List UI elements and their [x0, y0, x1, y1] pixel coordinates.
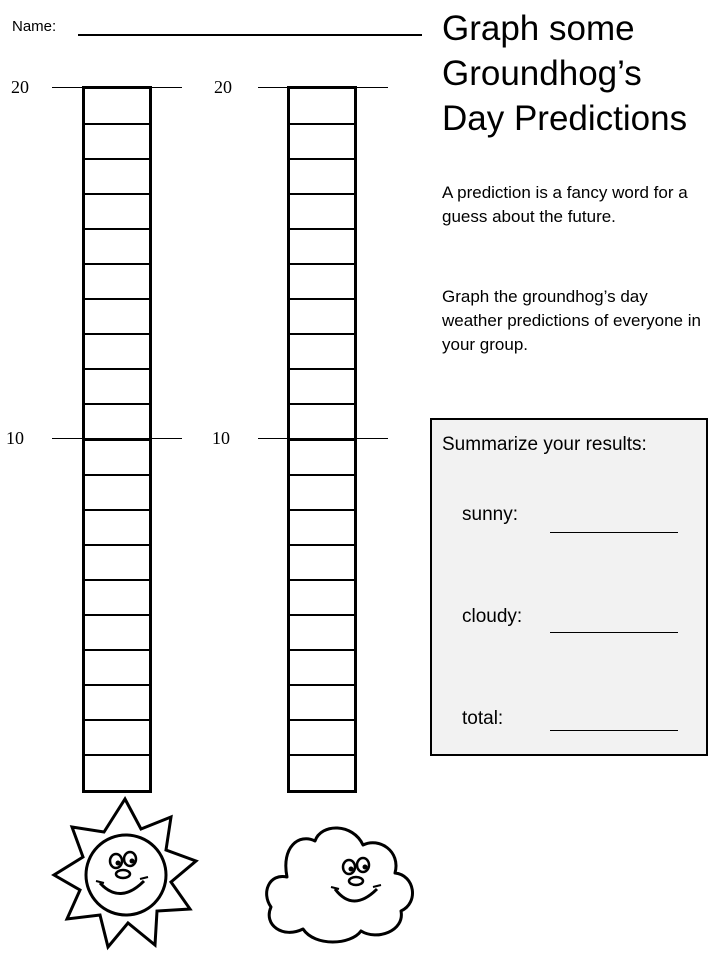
cloud-icon — [255, 815, 425, 950]
tally-cell[interactable] — [85, 544, 149, 546]
tally-cell[interactable] — [290, 228, 354, 230]
instruction-definition: A prediction is a fancy word for a guess about the future. — [442, 183, 688, 226]
tally-column-cloudy[interactable] — [287, 86, 357, 793]
tally-cell[interactable] — [290, 544, 354, 546]
tally-column-sunny[interactable] — [82, 86, 152, 793]
tally-cell[interactable] — [85, 123, 149, 125]
summary-field-cloudy[interactable] — [550, 632, 678, 633]
summary-box — [430, 418, 708, 756]
tally-cell[interactable] — [290, 193, 354, 195]
summary-field-total[interactable] — [550, 730, 678, 731]
tally-cell[interactable] — [290, 158, 354, 160]
sun-icon — [50, 795, 200, 955]
tally-cell[interactable] — [290, 333, 354, 335]
tally-cell[interactable] — [290, 684, 354, 686]
tick-label-10: 10 — [6, 428, 24, 448]
tally-cell[interactable] — [85, 193, 149, 195]
tally-cell[interactable] — [290, 614, 354, 616]
tally-cell[interactable] — [85, 158, 149, 160]
tally-cell[interactable] — [85, 509, 149, 511]
tally-cell[interactable] — [85, 403, 149, 405]
tick-label-20: 20 — [214, 77, 232, 97]
instruction-task: Graph the groundhog’s day weather predictions of everyone in your group. — [442, 287, 701, 354]
tally-cell[interactable] — [290, 123, 354, 125]
page-title — [442, 6, 712, 141]
name-label: Name: — [12, 18, 57, 35]
tally-cell[interactable] — [85, 263, 149, 265]
tally-cell[interactable] — [85, 684, 149, 686]
tally-cell[interactable] — [85, 614, 149, 616]
summary-field-sunny[interactable] — [550, 532, 678, 533]
tally-cell[interactable] — [290, 579, 354, 581]
tick-label-10: 10 — [212, 428, 230, 448]
tally-cell[interactable] — [290, 439, 354, 441]
tally-cell[interactable] — [85, 228, 149, 230]
title-line-2: Groundhog’s — [442, 54, 642, 93]
tally-cell[interactable] — [290, 509, 354, 511]
tally-cell[interactable] — [85, 439, 149, 441]
tally-cell[interactable] — [290, 403, 354, 405]
summary-label-total: total: — [462, 708, 504, 729]
tally-cell[interactable] — [290, 298, 354, 300]
tally-cell[interactable] — [85, 579, 149, 581]
tally-cell[interactable] — [85, 649, 149, 651]
tally-cell[interactable] — [290, 719, 354, 721]
summary-label-cloudy: cloudy: — [462, 606, 523, 627]
tally-cell[interactable] — [85, 333, 149, 335]
tally-cell[interactable] — [85, 298, 149, 300]
title-line-3: Day Predictions — [442, 99, 688, 138]
name-field[interactable] — [78, 34, 422, 36]
tally-cell[interactable] — [290, 649, 354, 651]
tick-label-20: 20 — [11, 77, 29, 97]
tally-cell[interactable] — [85, 368, 149, 370]
summary-title: Summarize your results: — [442, 434, 647, 455]
title-line-1: Graph some — [442, 9, 635, 48]
tally-cell[interactable] — [85, 719, 149, 721]
tally-cell[interactable] — [290, 368, 354, 370]
tally-cell[interactable] — [85, 474, 149, 476]
summary-label-sunny: sunny: — [462, 504, 518, 525]
tally-cell[interactable] — [290, 263, 354, 265]
tally-cell[interactable] — [85, 754, 149, 756]
tally-cell[interactable] — [290, 474, 354, 476]
tally-cell[interactable] — [290, 754, 354, 756]
